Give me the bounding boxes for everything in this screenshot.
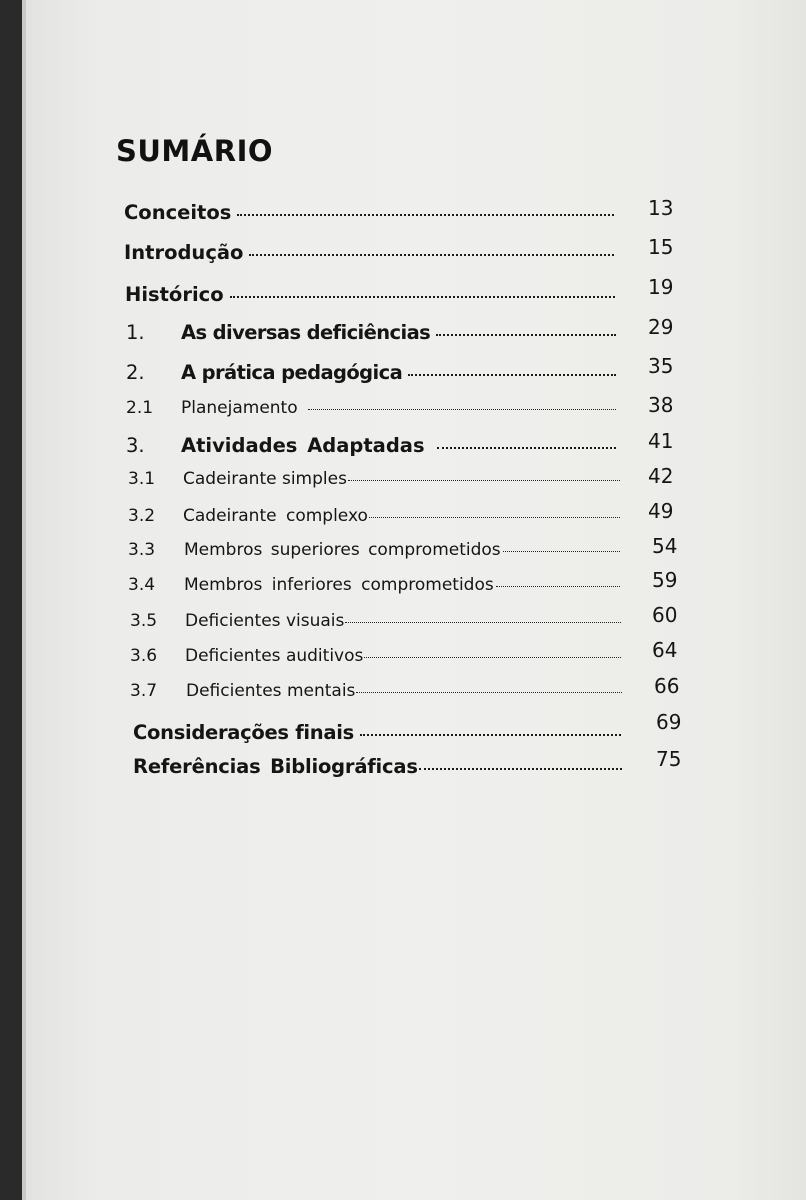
- toc-entry-introducao: [124, 241, 620, 264]
- toc-entry-page: 42: [648, 464, 674, 488]
- toc-entry-page: 19: [648, 275, 674, 299]
- toc-entry-consideracoes: [133, 721, 627, 744]
- toc-leader-dots: [345, 622, 621, 623]
- toc-entry-page: 29: [648, 315, 674, 339]
- toc-leader-dots: [356, 692, 622, 693]
- toc-entry-label: Histórico: [125, 283, 224, 306]
- toc-entry-label: Membros inferiores comprometidos: [184, 575, 494, 595]
- toc-leader-dots: [360, 734, 621, 736]
- page-title: SUMÁRIO: [116, 134, 274, 168]
- toc-entry-number: 3.7: [130, 681, 158, 701]
- toc-entry-chapter-1: [126, 321, 622, 344]
- book-page: [22, 0, 806, 1200]
- toc-entry-label: Membros superiores comprometidos: [184, 540, 501, 560]
- toc-entry-page: 64: [652, 638, 678, 662]
- toc-entry-label: Deficientes mentais: [186, 681, 356, 701]
- table-of-contents: [22, 0, 806, 1200]
- toc-entry-number: 3.: [126, 434, 145, 457]
- toc-entry-section-3-4: [128, 575, 626, 595]
- toc-leader-dots: [419, 768, 622, 770]
- toc-entry-label: Cadeirante complexo: [183, 506, 368, 526]
- toc-leader-dots: [237, 214, 614, 216]
- toc-leader-dots: [503, 551, 620, 552]
- toc-entry-page: 13: [648, 196, 674, 220]
- toc-entry-label: Cadeirante simples: [183, 469, 347, 489]
- toc-leader-dots: [436, 334, 616, 336]
- toc-entry-page: 41: [648, 429, 674, 453]
- toc-entry-section-3-6: [130, 646, 627, 666]
- toc-entry-label: Deficientes visuais: [185, 611, 345, 631]
- toc-leader-dots: [364, 657, 621, 658]
- toc-entry-number: 3.1: [128, 469, 156, 489]
- toc-entry-label: Atividades Adaptadas: [181, 434, 425, 457]
- toc-entry-number: 3.4: [128, 575, 156, 595]
- toc-leader-dots: [496, 586, 620, 587]
- toc-entry-number: 3.6: [130, 646, 158, 666]
- toc-leader-dots: [408, 374, 616, 376]
- toc-entry-chapter-2: [126, 361, 622, 384]
- toc-entry-section-3-3: [128, 540, 626, 560]
- toc-entry-label: Considerações finais: [133, 721, 354, 744]
- toc-leader-dots: [348, 480, 620, 481]
- toc-entry-page: 49: [648, 499, 674, 523]
- toc-entry-number: 1.: [126, 321, 145, 344]
- toc-entry-label: Deficientes auditivos: [185, 646, 364, 666]
- toc-entry-chapter-3: [126, 434, 622, 457]
- toc-entry-number: 2.: [126, 361, 145, 384]
- toc-entry-label: Referências Bibliográficas: [133, 755, 418, 778]
- toc-leader-dots: [369, 517, 620, 518]
- toc-entry-number: 3.5: [130, 611, 158, 631]
- toc-entry-page: 15: [648, 235, 674, 259]
- toc-entry-number: 2.1: [126, 398, 154, 418]
- toc-entry-label: Planejamento: [181, 398, 298, 418]
- toc-entry-page: 60: [652, 603, 678, 627]
- toc-entry-section-3-1: [128, 469, 626, 489]
- toc-entry-page: 38: [648, 393, 674, 417]
- toc-entry-page: 75: [656, 747, 682, 771]
- toc-leader-dots: [249, 254, 614, 256]
- toc-leader-dots: [308, 409, 616, 410]
- toc-entry-number: 3.3: [128, 540, 156, 560]
- toc-entry-number: 3.2: [128, 506, 156, 526]
- toc-entry-referencias: [133, 755, 628, 778]
- toc-entry-section-2-1: [126, 398, 622, 418]
- toc-leader-dots: [230, 296, 615, 298]
- toc-leader-dots: [437, 447, 616, 449]
- toc-entry-page: 66: [654, 674, 680, 698]
- toc-entry-label: A prática pedagógica: [181, 361, 403, 384]
- toc-entry-page: 54: [652, 534, 678, 558]
- toc-entry-conceitos: [124, 201, 620, 224]
- toc-entry-section-3-7: [130, 681, 628, 701]
- toc-entry-historico: [125, 283, 621, 306]
- toc-entry-label: Introdução: [124, 241, 244, 264]
- toc-entry-label: As diversas deficiências: [181, 321, 431, 344]
- toc-entry-section-3-5: [130, 611, 627, 631]
- toc-entry-page: 69: [656, 710, 682, 734]
- toc-entry-label: Conceitos: [124, 201, 232, 224]
- toc-entry-page: 35: [648, 354, 674, 378]
- toc-entry-section-3-2: [128, 506, 626, 526]
- toc-entry-page: 59: [652, 568, 678, 592]
